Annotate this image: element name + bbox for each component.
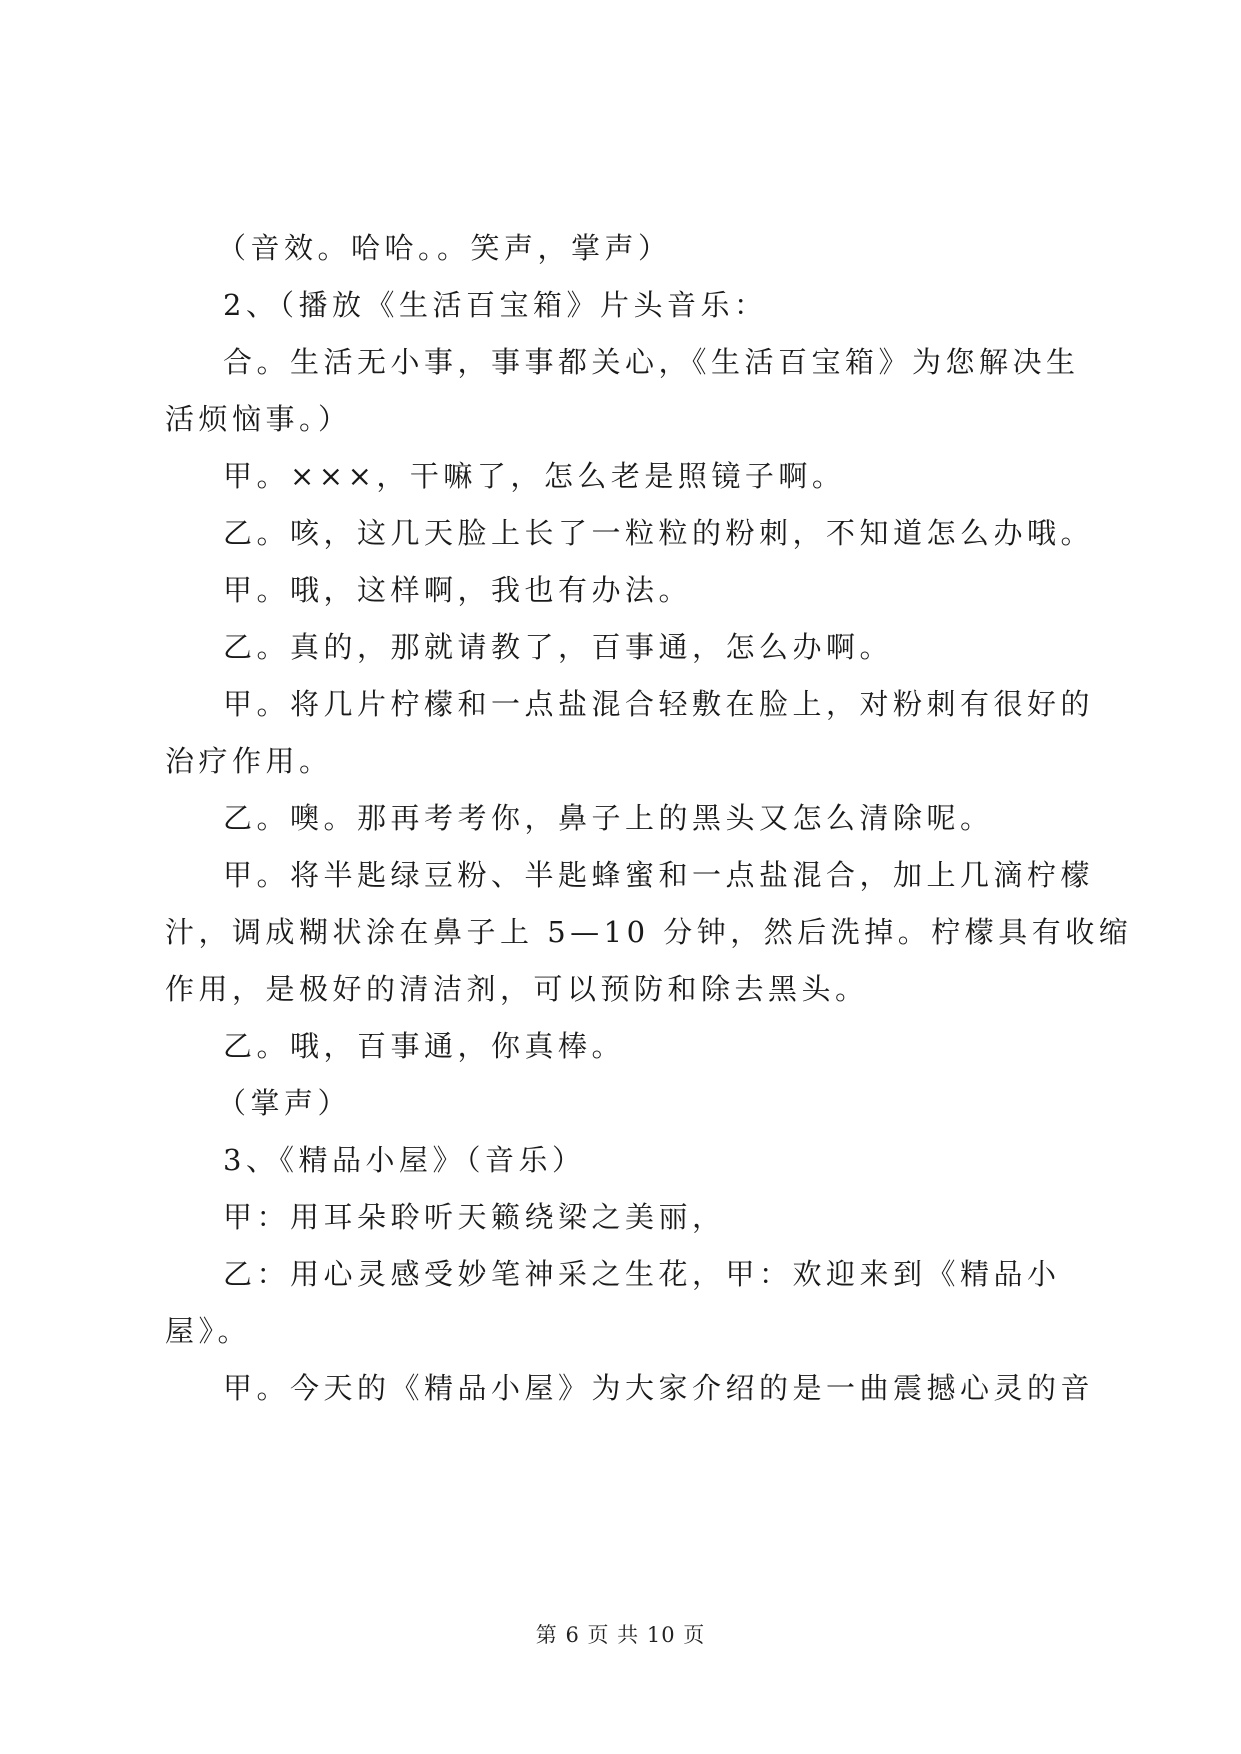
text-line: （掌声）	[217, 1086, 352, 1120]
text-line: 乙。咳，这几天脸上长了一粒粒的粉刺，不知道怎么办哦。	[223, 516, 1095, 550]
text-line: 甲。将半匙绿豆粉、半匙蜂蜜和一点盐混合，加上几滴柠檬	[223, 858, 1095, 892]
text-line: 乙：用心灵感受妙笔神采之生花，甲：欢迎来到《精品小	[223, 1257, 1061, 1291]
text-line: 屋》。	[165, 1314, 252, 1348]
text-line: 活烦恼事。）	[165, 402, 352, 436]
text-line: 甲。今天的《精品小屋》为大家介绍的是一曲震撼心灵的音	[223, 1371, 1095, 1405]
text-line: 3、《精品小屋》（音乐）	[223, 1143, 586, 1177]
text-line: 合。生活无小事，事事都关心，《生活百宝箱》为您解决生	[223, 345, 1080, 379]
text-line: 乙。哦，百事通，你真棒。	[223, 1029, 626, 1063]
text-line: 甲：用耳朵聆听天籁绕梁之美丽，	[223, 1200, 726, 1234]
text-line: 甲。×××，干嘛了，怎么老是照镜子啊。	[223, 459, 846, 493]
text-line: 2、（播放《生活百宝箱》片头音乐：	[223, 288, 768, 322]
text-line: 乙。真的，那就请教了，百事通，怎么办啊。	[223, 630, 894, 664]
text-line: 作用，是极好的清洁剂，可以预防和除去黑头。	[165, 972, 869, 1006]
text-line: 治疗作用。	[165, 744, 333, 778]
text-line: 汁，调成糊状涂在鼻子上 5—10 分钟，然后洗掉。柠檬具有收缩	[165, 915, 1133, 949]
text-line: 乙。噢。那再考考你，鼻子上的黑头又怎么清除呢。	[223, 801, 994, 835]
text-line: 甲。将几片柠檬和一点盐混合轻敷在脸上，对粉刺有很好的	[223, 687, 1095, 721]
text-line: 甲。哦，这样啊，我也有办法。	[223, 573, 693, 607]
text-line: （音效。哈哈。。笑声，掌声）	[217, 231, 672, 265]
page-number-footer: 第 6 页 共 10 页	[535, 1623, 706, 1647]
